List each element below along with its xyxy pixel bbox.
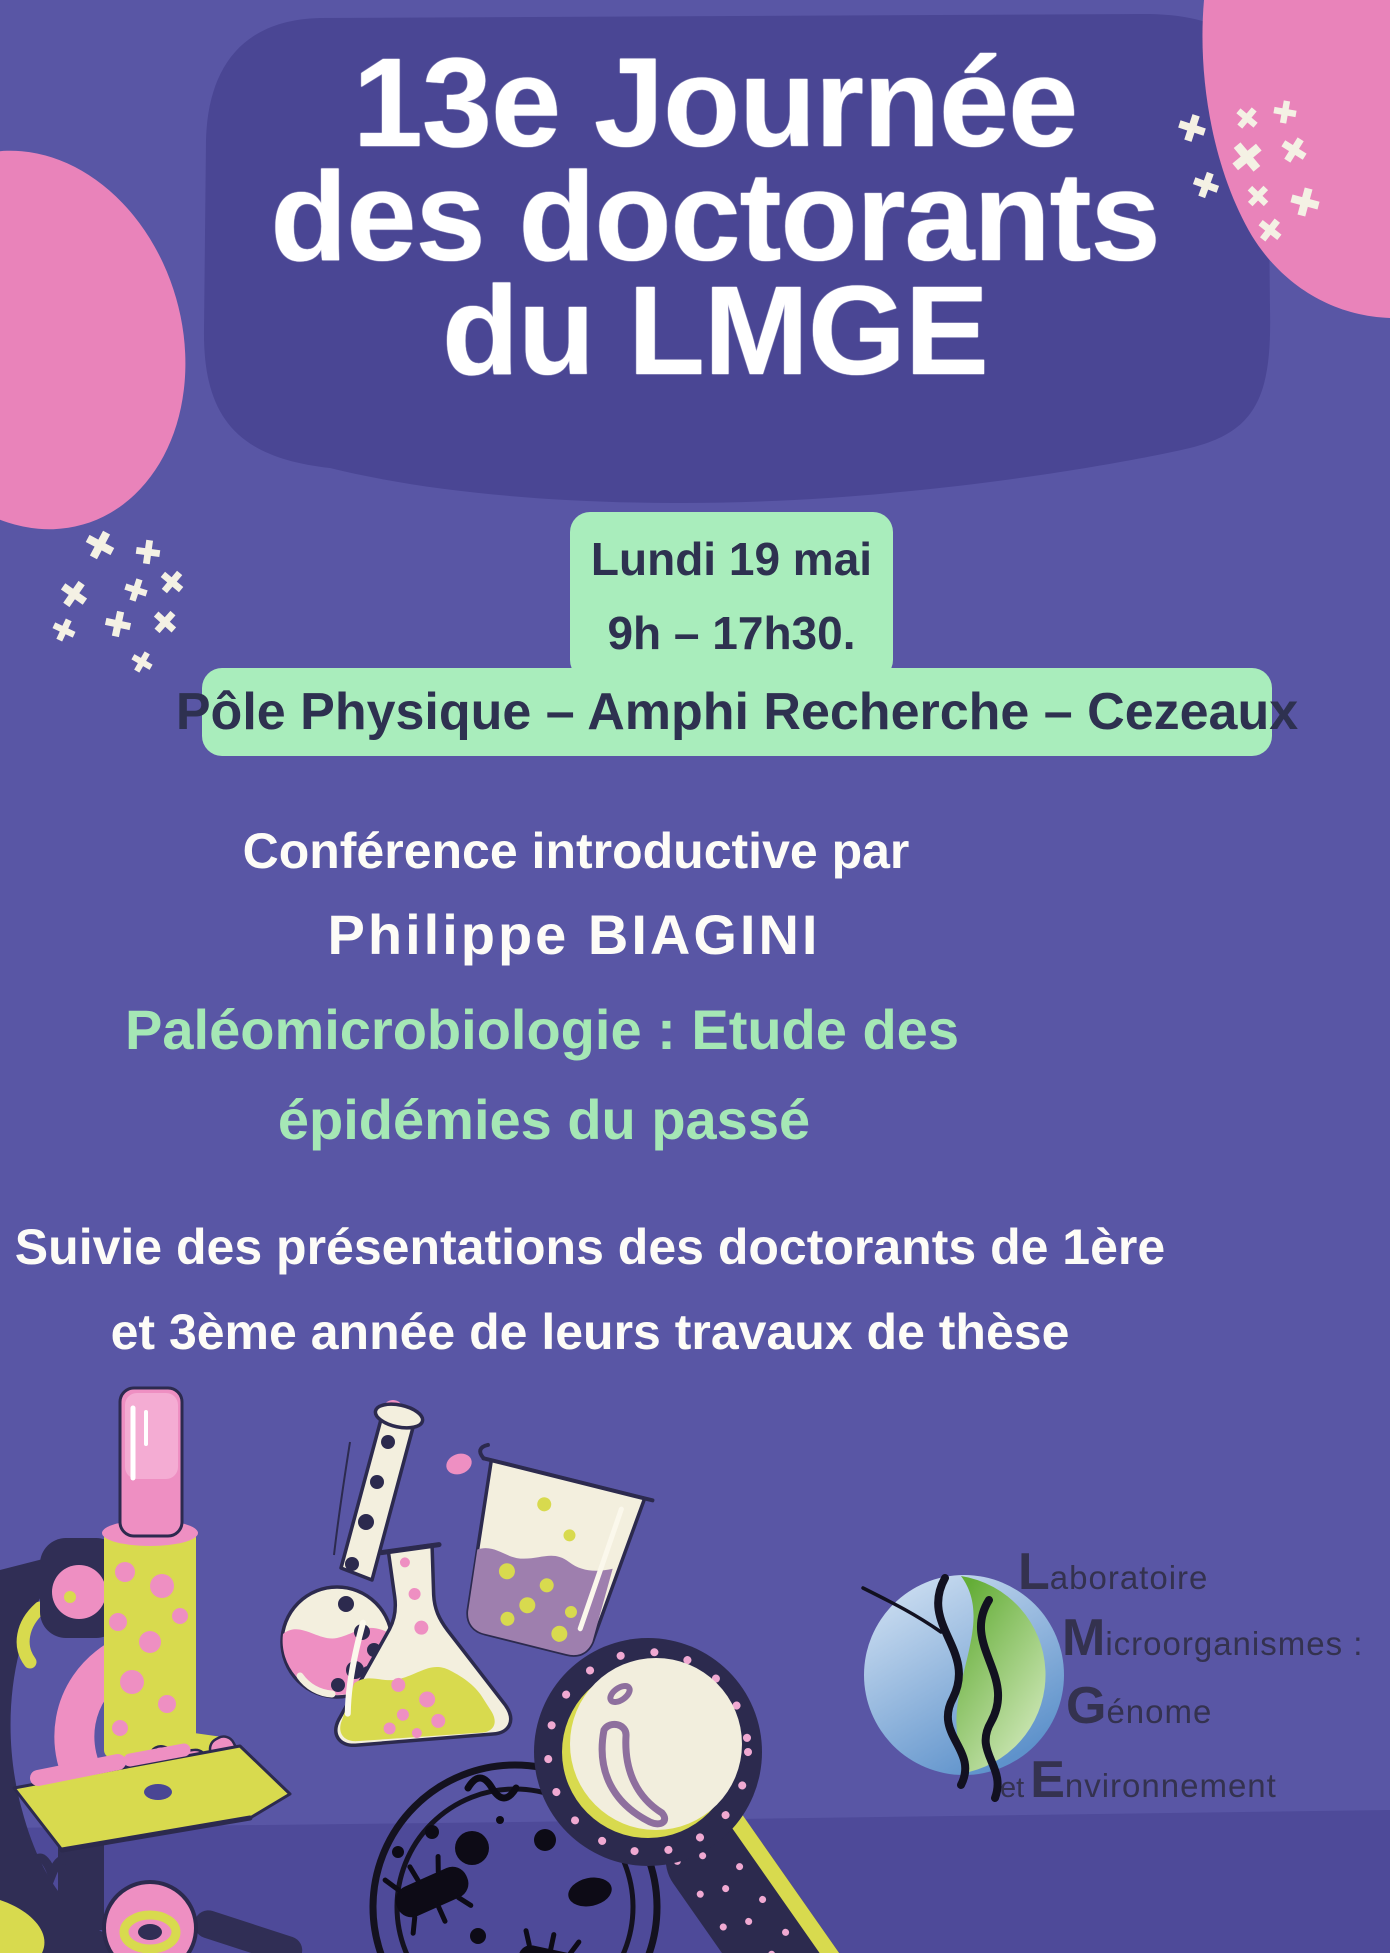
logo-word-microorganismes [1062,1608,1363,1668]
logo-initial-g: G [1066,1677,1107,1735]
conference-intro: Conférence introductive par [242,823,910,879]
title-line-3: du LMGE [442,260,988,401]
logo-rest-m: icroorganismes : [1105,1625,1364,1662]
logo-rest-e: nvironnement [1064,1767,1277,1804]
logo-prefix-et: et [1000,1772,1025,1804]
logo-rest-l: aboratoire [1049,1559,1209,1596]
cross-decorations-left [49,526,189,676]
logo-word-genome [1066,1676,1212,1736]
date-time-box [570,512,893,680]
logo-initial-e: E [1030,1751,1065,1809]
title-line-2: des doctorants [270,146,1160,287]
lmge-logo [855,1540,1380,1840]
poster-title [30,32,1390,401]
logo-word-environnement [1000,1750,1277,1810]
logo-initial-l: L [1018,1543,1050,1601]
location-box [175,668,1299,756]
conference-topic-line-1: Paléomicrobiologie : Etude des [125,998,959,1061]
beaker-icon [437,1443,655,1665]
conference-speaker: Philippe BIAGINI [327,903,821,966]
logo-initial-m: M [1062,1609,1106,1667]
logo-rest-g: énome [1106,1693,1213,1730]
event-time: 9h – 17h30. [607,607,856,659]
conference-topic-line-2: épidémies du passé [277,1088,811,1151]
logo-word-laboratoire [1018,1542,1208,1602]
microscope-icon [0,1388,306,1953]
event-location: Pôle Physique – Amphi Recherche – Cezeaux [175,683,1299,741]
followup-line-1: Suivie des présentations des doctorants de 1ère [14,1219,1166,1275]
title-line-1: 13e Journée [352,32,1078,173]
followup-line-2: et 3ème année de leurs travaux de thèse [110,1304,1070,1360]
event-date: Lundi 19 mai [590,533,873,585]
